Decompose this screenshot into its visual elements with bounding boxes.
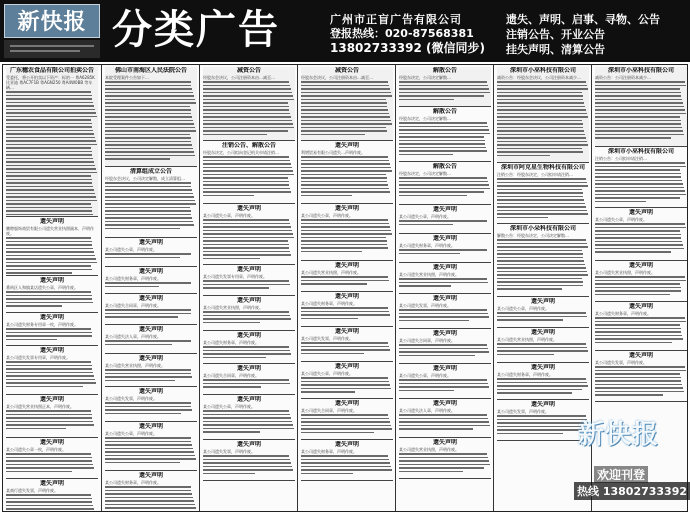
ad-text-lines (301, 414, 393, 433)
ad-title: 遗失声明 (138, 268, 163, 275)
ad-title: 遗失声明 (39, 439, 64, 446)
ad-listing (595, 352, 687, 402)
ad-title: 遗失声明 (432, 235, 457, 242)
ad-body: 注销公告：公司拟申请注销… (595, 156, 647, 161)
ad-title: 遗失声明 (628, 352, 653, 359)
ad-text-lines (203, 311, 295, 323)
ad-text-lines (105, 402, 197, 414)
ad-text-lines (203, 379, 295, 388)
ad-title: 深圳市小巫科技有限公司 (607, 67, 674, 74)
ad-body: 某公司遗失公章，声明作废。 (595, 217, 647, 222)
ad-title: 遗失声明 (236, 332, 261, 339)
ad-text-lines (399, 278, 491, 287)
ad-text-lines (105, 81, 197, 160)
ad-title: 遗失声明 (530, 298, 555, 305)
ad-body: 某公司遗失发票专用章，声明作废。 (6, 355, 70, 360)
ad-title: 遗失声明 (432, 264, 457, 271)
ad-body: 某公司遗失营业执照，声明作废。 (399, 272, 459, 277)
ad-listing (301, 205, 393, 261)
ad-text-lines (497, 378, 589, 394)
ad-text-lines (6, 410, 98, 429)
ad-body: 减资公告：公司注册资本减少… (595, 75, 651, 80)
ad-body: 某公司遗失财务章，声明作废。 (595, 311, 651, 316)
hotline: 登报热线：020-87568381 (330, 27, 474, 40)
ad-title: 遗失声明 (432, 295, 457, 302)
ad-text-lines (203, 156, 295, 196)
ad-title: 清算组成立公告 (129, 168, 172, 175)
ad-body: 某公司遗失营业执照，声明作废。 (301, 270, 361, 275)
ad-text-lines (203, 219, 295, 259)
ad-text-lines (595, 366, 687, 396)
ad-body: 某公司遗失财务章，声明作废。 (203, 340, 259, 345)
ad-title: 解散公告 (432, 163, 457, 170)
ad-listing (203, 297, 295, 331)
ad-title: 遗失声明 (39, 277, 64, 284)
ad-title: 遗失声明 (236, 205, 261, 212)
ad-text-lines (105, 309, 197, 318)
page-title: 分类广告 (112, 6, 280, 53)
ad-listing (203, 67, 295, 141)
ad-text-lines (595, 276, 687, 295)
ad-text-lines (105, 253, 197, 258)
ad-text-lines (595, 81, 687, 139)
ad-text-lines (203, 81, 295, 135)
ad-text-lines (399, 309, 491, 321)
ad-title: 遗失声明 (236, 396, 261, 403)
ad-text-lines (399, 249, 491, 254)
ad-text-lines (6, 494, 98, 511)
ad-listing (301, 400, 393, 440)
ad-body: 某公司遗失公章，声明作废。 (399, 214, 451, 219)
ad-text-lines (497, 81, 589, 156)
ad-body: 某公司遗失法人章，声明作废。 (105, 334, 161, 339)
ad-title: 遗失声明 (628, 303, 653, 310)
ad-title: 遗失声明 (334, 262, 359, 269)
ad-body: 利增贸易有限公司遗失…声明作废。 (301, 150, 365, 155)
ad-body: 经股东决定，公司拟向登记机关申请注销… (203, 150, 279, 155)
ad-title: 注销公告、解散公告 (221, 142, 276, 149)
ad-title: 遗失声明 (432, 439, 457, 446)
ad-title: 遗失声明 (138, 326, 163, 333)
ad-title: 遗失声明 (236, 297, 261, 304)
ad-title: 佛山市南海区人民法院公告 (114, 67, 187, 74)
ad-listing (301, 142, 393, 204)
ad-body: 鹏聘服饰商贸有限公司遗失营业执照副本，声明作废。 (6, 226, 94, 236)
ad-title: 遗失声明 (236, 266, 261, 273)
ad-text-lines (595, 162, 687, 202)
ad-body: 本院受理案件公告如下… (105, 75, 149, 80)
ad-listing (6, 347, 98, 395)
ad-listing (6, 439, 98, 479)
ad-title: 遗失声明 (39, 218, 64, 225)
ad-title: 深圳市阿克星生物科技有限公司 (500, 164, 585, 171)
ad-body: 某公司遗失合同章，声明作废。 (203, 373, 259, 378)
ad-text-lines (399, 453, 491, 472)
ad-listing (399, 206, 491, 234)
ad-listing (6, 396, 98, 438)
ad-listing (203, 396, 295, 440)
ad-title: 遗失声明 (138, 472, 163, 479)
ad-text-lines (399, 122, 491, 155)
ad-title: 深圳市小巫科技有限公司 (509, 67, 576, 74)
ad-title: 遗失声明 (432, 206, 457, 213)
ad-listing (497, 164, 589, 224)
ad-text-lines (497, 239, 589, 290)
ad-text-lines (105, 437, 197, 463)
ad-text-lines (6, 361, 98, 387)
ad-text-lines (105, 369, 197, 381)
ad-listing (105, 388, 197, 422)
ad-title: 遗失声明 (236, 441, 261, 448)
ad-column (101, 65, 199, 511)
ad-title: 遗失声明 (334, 363, 359, 370)
ad-text-lines (301, 307, 393, 319)
watermark-hotline: 热线 13802733392 (574, 482, 690, 500)
ad-listing (203, 365, 295, 395)
ad-body: 注销公告：经股东决定，公司拟申请注销… (497, 172, 573, 177)
ad-listing (301, 262, 393, 292)
ad-title: 遗失声明 (334, 293, 359, 300)
ad-text-lines (6, 328, 98, 340)
ad-text-lines (105, 182, 197, 229)
ad-title: 遗失声明 (138, 423, 163, 430)
ad-text-lines (105, 486, 197, 511)
ad-listing (399, 264, 491, 294)
ad-listing (203, 266, 295, 296)
ad-text-lines (301, 219, 393, 252)
ad-title: 遗失声明 (432, 400, 457, 407)
ad-body: 某公司遗失营业执照正本，声明作废。 (6, 404, 74, 409)
ad-body: 经股东会决议，公司注册资本由…减至… (301, 75, 373, 80)
ad-text-lines (399, 81, 491, 100)
ad-body: 某商行遗失发票，声明作废。 (6, 488, 58, 493)
ad-body: 某公司遗失营业执照，声明作废。 (203, 305, 263, 310)
ad-body: 某公司遗失公章，声明作废。 (301, 213, 353, 218)
category-line-1: 遗失、声明、启事、寻物、公告 (506, 13, 660, 26)
ad-text-lines (399, 177, 491, 196)
ad-listing (595, 209, 687, 261)
ad-listing (6, 218, 98, 276)
ad-listing (105, 239, 197, 267)
ad-listing (301, 441, 393, 481)
ad-body: 经股东决定，公司决定解散… (399, 116, 451, 121)
newspaper-logo (4, 4, 100, 38)
logo-text: 新快报 (17, 9, 87, 35)
ad-body: 某公司遗失财务章，声明作废。 (301, 301, 357, 306)
ad-body: 某公司遗失公章，声明作废。 (203, 404, 255, 409)
ad-listing (399, 330, 491, 364)
ad-listing (497, 298, 589, 328)
ad-listing (399, 295, 491, 329)
ad-body: 番禺区人和镇某店遗失公章，声明作废。 (6, 285, 78, 290)
ad-body: 某公司遗失发票，声明作废。 (301, 336, 353, 341)
ad-body: 某公司遗失营业执照，声明作废。 (105, 363, 165, 368)
ad-title: 遗失声明 (530, 401, 555, 408)
category-line-3: 挂失声明、清算公告 (506, 43, 605, 56)
ad-title: 解散公告 (432, 67, 457, 74)
watermark-logo: 新快报 (578, 420, 660, 450)
ad-body: 某公司遗失合同章，声明作废。 (105, 303, 161, 308)
ad-title: 遗失声明 (138, 388, 163, 395)
ad-body: 某公司遗失营业执照，声明作废。 (595, 270, 655, 275)
ad-text-lines (301, 342, 393, 354)
ad-listing (497, 364, 589, 400)
ad-listing (399, 163, 491, 205)
ad-body: 某公司遗失发票，声明作废。 (105, 396, 157, 401)
ad-body: 某公司遗失营业执照，声明作废。 (497, 337, 557, 342)
ad-listing (105, 67, 197, 167)
ad-body: 经股东决定，公司决定解散… (399, 75, 451, 80)
ad-listing (6, 480, 98, 511)
ad-title: 遗失声明 (530, 329, 555, 336)
ad-listing (105, 295, 197, 325)
ad-text-lines (497, 343, 589, 355)
ad-body: 某公司遗失公章，声明作废。 (105, 431, 157, 436)
ad-title: 遗失声明 (530, 364, 555, 371)
ad-body: 某公司遗失发票专用章，声明作废。 (203, 274, 267, 279)
ad-title: 遗失声明 (39, 347, 64, 354)
ad-listing (497, 225, 589, 297)
ad-text-lines (301, 276, 393, 285)
ad-title: 遗失声明 (334, 142, 359, 149)
ad-body: 某公司遗失发票，声明作废。 (497, 409, 549, 414)
ad-listing (203, 441, 295, 481)
ad-text-lines (399, 220, 491, 225)
ad-title: 深圳市小巫科技有限公司 (607, 148, 674, 155)
ad-title: 遗失声明 (138, 355, 163, 362)
ad-body: 某公司遗失公章，声明作废。 (203, 213, 255, 218)
ad-body: 经股东决定，公司决定解散… (399, 171, 451, 176)
ad-body: 某公司遗失发票，声明作废。 (595, 360, 647, 365)
ad-title: 遗失声明 (39, 314, 64, 321)
ad-column (3, 65, 101, 511)
ad-listing (301, 293, 393, 327)
ad-listing (6, 67, 98, 217)
phone-number: 13802733392 (微信同步) (330, 41, 485, 55)
ad-listing (105, 472, 197, 511)
ad-body: 某公司遗失财务专用章一枚，声明作废。 (6, 322, 78, 327)
ad-text-lines (6, 237, 98, 274)
ad-column (199, 65, 297, 511)
ad-listing (105, 423, 197, 471)
ad-title: 遗失声明 (39, 396, 64, 403)
ad-listing (399, 108, 491, 162)
masthead (0, 0, 690, 62)
ad-title: 遗失声明 (138, 295, 163, 302)
ad-body: 某公司遗失财务章，声明作废。 (301, 449, 357, 454)
ad-listing (595, 148, 687, 208)
ad-text-lines (6, 453, 98, 472)
ad-text-lines (6, 291, 98, 307)
ad-title: 遗失声明 (334, 400, 359, 407)
ad-title: 广东穗农食品有限公司拍卖公告 (9, 67, 94, 74)
ad-listing (301, 363, 393, 399)
ad-body: 减资公告：经股东会决议，公司注册资本减少… (497, 75, 581, 80)
ad-listing (203, 142, 295, 204)
ad-column (297, 65, 395, 511)
ad-body: 某公司遗失公章，声明作废。 (497, 306, 549, 311)
ad-body: 某公司遗失营业执照，声明作废。 (399, 447, 459, 452)
ad-listing (399, 439, 491, 479)
ad-body: 某公司遗失法人章，声明作废。 (399, 408, 455, 413)
ad-body: 受委托，将公开拍卖以下资产：标的一 粤A6285K 比亚迪 粤AC7F1B 粤AGN250 粤A4W0BB 等车辆… (6, 75, 95, 90)
ad-listing (105, 268, 197, 294)
ad-listing (497, 67, 589, 163)
ad-title: 遗失声明 (138, 239, 163, 246)
ad-listing (595, 67, 687, 147)
ad-listing (497, 329, 589, 363)
ad-text-lines (301, 156, 393, 196)
ad-title: 遗失声明 (432, 330, 457, 337)
ad-title: 减资公告 (334, 67, 359, 74)
watermark-slogan: 欢迎刊登 (594, 466, 648, 483)
ad-text-lines (595, 317, 687, 343)
ad-title: 遗失声明 (334, 328, 359, 335)
ad-listing (399, 365, 491, 399)
watermark (572, 414, 688, 510)
ad-title: 遗失声明 (628, 209, 653, 216)
ad-text-lines (6, 91, 98, 217)
ad-listing (595, 262, 687, 302)
ad-title: 遗失声明 (628, 262, 653, 269)
ad-listing (105, 168, 197, 238)
ad-listing (105, 326, 197, 354)
ad-text-lines (497, 312, 589, 321)
ad-body: 经股东会决议，公司决定解散，成立清算组… (105, 176, 185, 181)
ad-body: 某公司遗失公章，声明作废。 (399, 373, 451, 378)
ad-text-lines (203, 455, 295, 474)
ad-body: 某公司遗失合同章，声明作废。 (399, 338, 455, 343)
ad-text-lines (399, 414, 491, 430)
ad-body: 某公司遗失发票，声明作废。 (203, 449, 255, 454)
ad-title: 深圳市小朵科技有限公司 (509, 225, 576, 232)
ad-body: 经股东会决议，公司注册资本由…减至… (203, 75, 275, 80)
ad-listing (399, 400, 491, 438)
ad-text-lines (399, 344, 491, 356)
ad-title: 遗失声明 (334, 205, 359, 212)
ad-title: 解散公告 (432, 108, 457, 115)
ad-listing (6, 314, 98, 346)
ad-listing (399, 67, 491, 107)
ad-body: 某公司遗失公章，声明作废。 (301, 371, 353, 376)
ad-body: 某公司遗失财务章，声明作废。 (497, 372, 553, 377)
category-line-2: 注销公告、开业公告 (506, 28, 605, 41)
ad-body: 解散公告：经股东决定，公司决定解散… (497, 233, 569, 238)
ad-text-lines (301, 377, 393, 393)
ad-body: 某公司遗失财务章，声明作废。 (399, 243, 455, 248)
ad-body: 某公司遗失公章一枚，声明作废。 (6, 447, 66, 452)
ad-text-lines (301, 455, 393, 474)
ad-text-lines (105, 340, 197, 345)
ad-text-lines (203, 346, 295, 358)
ad-listing (595, 303, 687, 351)
ad-title: 遗失声明 (236, 365, 261, 372)
ad-body: 某公司遗失财务章，声明作废。 (105, 276, 161, 281)
ad-listing (203, 205, 295, 265)
ad-listing (6, 277, 98, 313)
ad-body: 某公司遗失公章，声明作废。 (105, 247, 157, 252)
ad-text-lines (399, 379, 491, 391)
ad-title: 遗失声明 (334, 441, 359, 448)
ad-column (395, 65, 493, 511)
ad-title: 减资公告 (236, 67, 261, 74)
ad-text-lines (203, 280, 295, 289)
ad-text-lines (301, 81, 393, 135)
ad-body: 某公司遗失合同章，声明作废。 (301, 408, 357, 413)
ad-listing (203, 332, 295, 364)
ad-title: 遗失声明 (432, 365, 457, 372)
ad-body: 某公司遗失财务章，声明作废。 (105, 480, 161, 485)
ad-text-lines (203, 410, 295, 433)
ad-text-lines (595, 223, 687, 253)
ad-listing (399, 235, 491, 263)
ad-text-lines (497, 178, 589, 218)
logo-substrip (4, 40, 100, 58)
agency-name: 广州市正盲广告有限公司 (330, 13, 462, 26)
ad-title: 遗失声明 (39, 480, 64, 487)
ad-listing (105, 355, 197, 387)
ad-body: 某公司遗失发票，声明作废。 (399, 303, 451, 308)
ad-listing (301, 67, 393, 141)
ad-listing (301, 328, 393, 362)
ad-text-lines (105, 282, 197, 287)
